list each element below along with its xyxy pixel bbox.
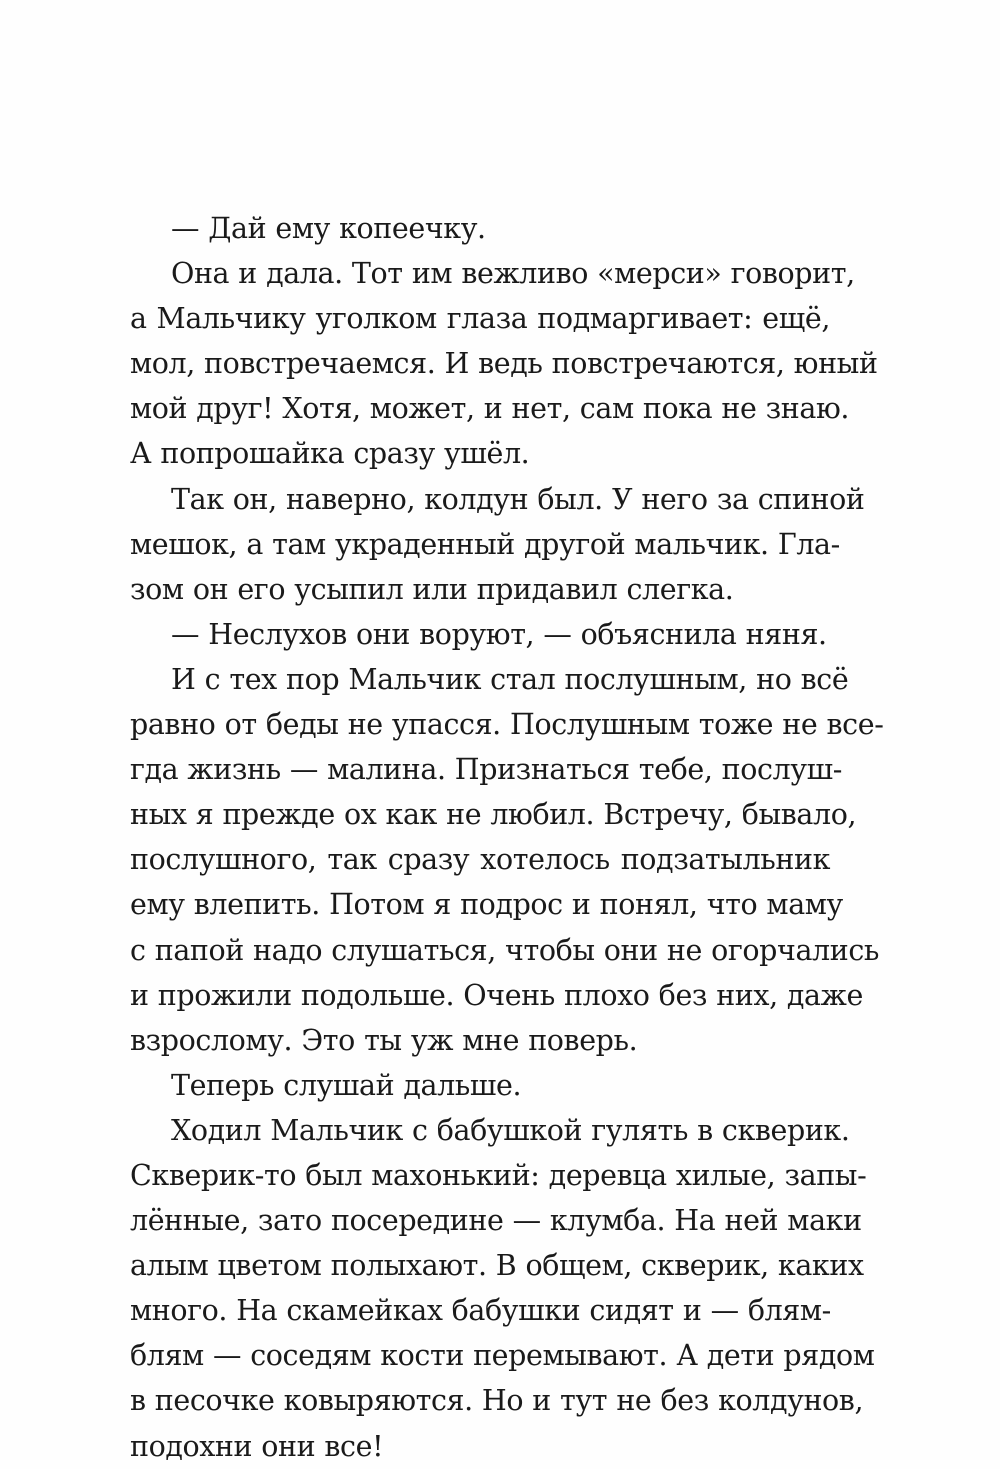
text-line: послушного, так сразу хотелось подзатыльник (130, 843, 830, 877)
text-line: зом он его усыпил или придавил слегка. (130, 572, 734, 606)
text-line: много. На скамейках бабушки сидят и — блям- (130, 1294, 831, 1328)
text-line: — Неслухов они воруют, — объяснила няня. (171, 617, 827, 651)
text-line: мол, повстречаемся. И ведь повстречаются, юный (130, 347, 878, 381)
text-line: и прожили подольше. Очень плохо без них, даже (130, 978, 863, 1012)
text-line: подохни они все! (130, 1429, 384, 1463)
text-line: ных я прежде ох как не любил. Встречу, бывало, (130, 798, 857, 832)
book-page-text (130, 206, 884, 1469)
text-line: с папой надо слушаться, чтобы они не огорчались (130, 933, 880, 967)
text-line: взрослому. Это ты уж мне поверь. (130, 1023, 638, 1057)
text-line: Она и дала. Тот им вежливо «мерси» говорит, (171, 257, 855, 291)
text-line: гда жизнь — малина. Признаться тебе, послуш- (130, 753, 842, 787)
text-line: а Мальчику уголком глаза подмаргивает: ещё, (130, 302, 830, 336)
text-line: Скверик-то был махонький: деревца хилые, запы- (130, 1158, 867, 1192)
text-line: лённые, зато посередине — клумба. На ней маки (130, 1204, 862, 1238)
text-line: Ходил Мальчик с бабушкой гулять в скверик. (171, 1113, 850, 1147)
text-line: мешок, а там украденный другой мальчик. Гла- (130, 527, 840, 561)
text-line: блям — соседям кости перемывают. А дети рядом (130, 1339, 875, 1373)
text-line: Теперь слушай дальше. (171, 1068, 522, 1102)
text-line: равно от беды не упасся. Послушным тоже не все- (130, 708, 884, 742)
text-line: А попрошайка сразу ушёл. (130, 437, 530, 471)
text-line: — Дай ему копеечку. (171, 212, 486, 245)
text-line: И с тех пор Мальчик стал послушным, но всё (171, 662, 849, 696)
text-line: Так он, наверно, колдун был. У него за спиной (171, 482, 865, 516)
text-line: ему влепить. Потом я подрос и понял, что маму (130, 888, 843, 922)
text-line: мой друг! Хотя, может, и нет, сам пока не знаю. (130, 392, 850, 426)
text-line: алым цветом полыхают. В общем, скверик, каких (130, 1249, 864, 1283)
text-line: в песочке ковыряются. Но и тут не без колдунов, (130, 1384, 864, 1418)
